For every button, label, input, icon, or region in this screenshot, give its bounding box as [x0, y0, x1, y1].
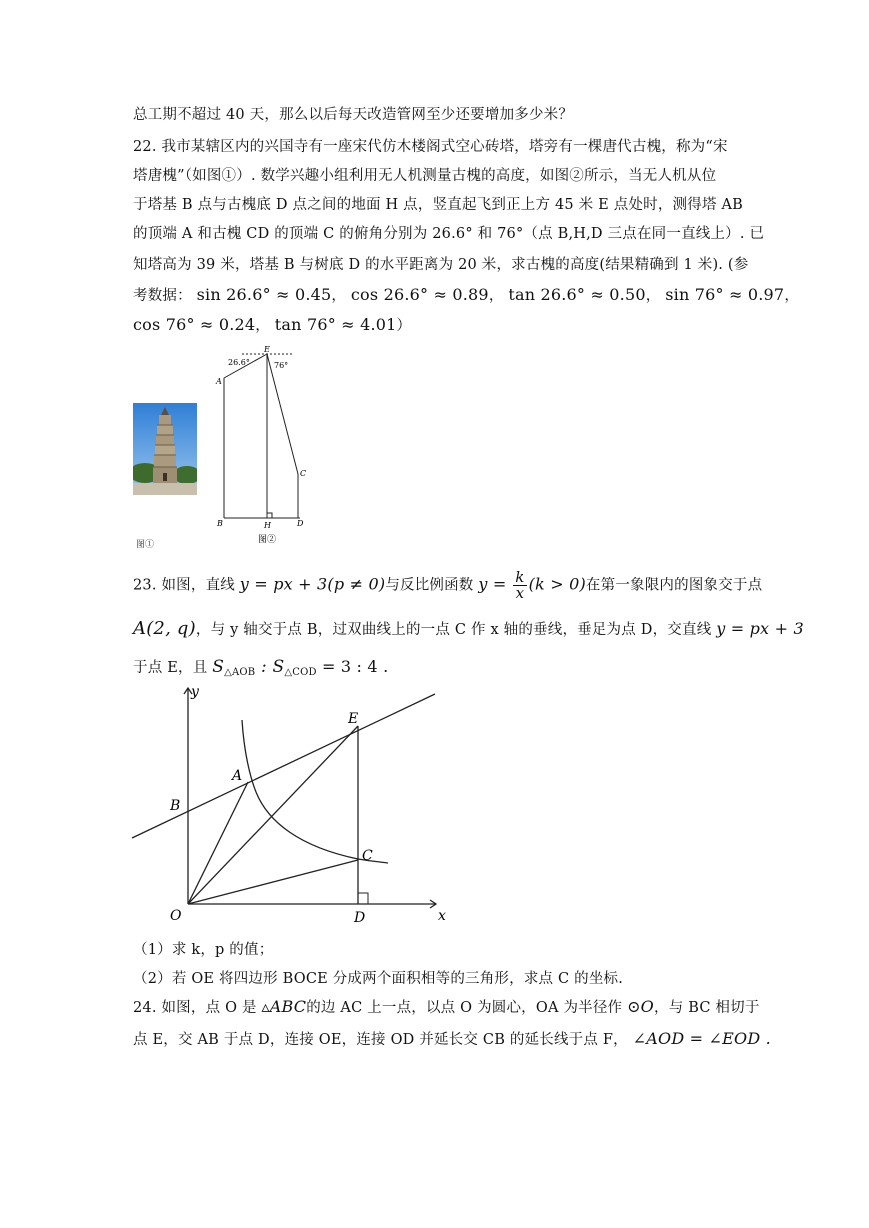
frac-numerator: k	[515, 568, 525, 586]
figure-23-coordinate-diagram	[130, 682, 455, 927]
q23-line-1	[133, 570, 762, 604]
ref-label: 考数据：	[133, 288, 192, 304]
ref-cos266: cos 26.6° ≈ 0.89	[350, 285, 489, 304]
point-A: A	[216, 377, 222, 386]
point-E-label: E	[348, 711, 359, 727]
area-sub-2: △COD	[284, 667, 317, 678]
angle-label-1: 26.6°	[228, 358, 250, 367]
triangle-ABC: ▵ABC	[261, 997, 307, 1016]
area-ratio: = 3 : 4 .	[316, 657, 389, 676]
q22-line-6: 考数据： sin 26.6° ≈ 0.45， cos 26.6° ≈ 0.89， tan 26.6° ≈ 0.50， sin 76° ≈ 0.97，	[133, 285, 800, 304]
q24-text-a: 24. 如图，点 O 是	[133, 1000, 257, 1016]
point-D: D	[297, 519, 304, 528]
point-D-label: D	[354, 910, 366, 926]
ref-cos76: cos 76° ≈ 0.24	[133, 315, 256, 334]
right-angle-mark	[358, 893, 368, 904]
line-y-px-3	[132, 694, 435, 838]
q24-text-b: 的边 AC 上一点，以点 O 为圆心，OA 为半径作	[306, 1000, 623, 1016]
ref-tan266: tan 26.6° ≈ 0.50	[508, 285, 646, 304]
q22-line-1: 22. 我市某辖区内的兴国寺有一座宋代仿木楼阁式空心砖塔，塔旁有一棵唐代古槐，称为“宋	[133, 139, 728, 155]
angle-equation: ∠AOD = ∠EOD .	[632, 1029, 771, 1048]
point-H: H	[264, 521, 271, 530]
sight-line-EC	[267, 354, 298, 474]
figure-2-diagram	[210, 340, 310, 545]
ref-sin266: sin 26.6° ≈ 0.45	[196, 285, 332, 304]
q24-line-2	[133, 1028, 771, 1049]
point-A-label: A	[232, 768, 243, 784]
ref-tan76: tan 76° ≈ 4.01	[274, 315, 397, 334]
q22-line-3: 于塔基 B 点与古槐底 D 点之间的地面 H 点，竖直起飞到正上方 45 米 E 点处时，测得塔 AB	[133, 197, 743, 213]
line-equation: y = px + 3	[239, 574, 328, 594]
q23-part-1: （1）求 k，p 的值；	[133, 942, 274, 958]
q23-intro: 23. 如图，直线	[133, 577, 235, 594]
line-equation-2: y = px + 3	[716, 619, 804, 638]
frac-denominator: x	[515, 584, 525, 602]
p-condition: (p ≠ 0)	[327, 574, 386, 594]
y-equals: y =	[478, 574, 507, 594]
segment-OC	[188, 860, 358, 904]
q22-line-7: cos 76° ≈ 0.24， tan 76° ≈ 4.01）	[133, 315, 412, 334]
ref-sin76: sin 76° ≈ 0.97	[665, 285, 785, 304]
area-S2: : S	[255, 657, 285, 677]
fraction-k-over-x	[513, 570, 526, 601]
point-C: C	[300, 469, 307, 478]
q23-line-3	[133, 656, 388, 678]
hyperbola-curve	[242, 720, 388, 863]
figure1-caption: 图①	[136, 540, 155, 550]
q23-line-2	[133, 618, 804, 639]
q24-text-c: ，与 BC 相切于	[654, 1000, 760, 1016]
area-S1: S	[212, 657, 225, 677]
point-B-label: B	[170, 798, 181, 814]
area-sub-1: △AOB	[224, 667, 256, 678]
point-B: B	[217, 519, 223, 528]
q23-text-a: 与反比例函数	[385, 577, 474, 594]
q23-part-2: （2）若 OE 将四边形 BOCE 分成两个面积相等的三角形，求点 C 的坐标.	[133, 971, 624, 987]
figure2-caption: 图②	[258, 535, 277, 545]
origin-O: O	[170, 908, 182, 924]
right-angle-mark	[267, 513, 272, 518]
y-axis-label: y	[191, 684, 199, 700]
angle-label-2: 76°	[274, 361, 289, 370]
pagoda-photo	[133, 403, 197, 495]
q22-line-4: 的顶端 A 和古槐 CD 的顶端 C 的俯角分别为 26.6° 和 76°（点 B,H,D 三点在同一直线上）. 已	[133, 226, 765, 242]
q23-text-d: 于点 E，且	[133, 660, 208, 676]
point-A-coord: A(2, q)	[133, 618, 196, 639]
point-E: E	[264, 345, 270, 354]
q24-text-d: 点 E，交 AB 于点 D，连接 OE，连接 OD 并延长交 CB 的延长线于点 F，	[133, 1032, 628, 1048]
k-condition: (k > 0)	[528, 574, 586, 594]
segment-OE	[188, 726, 358, 904]
point-C-label: C	[362, 848, 373, 864]
q22-line-5: 知塔高为 39 米，塔基 B 与树底 D 的水平距离为 20 米，求古槐的高度(结果精确到 1 米). (参	[133, 257, 749, 273]
text-line: 总工期不超过 40 天，那么以后每天改造管网至少还要增加多少米？	[133, 107, 574, 123]
segment-OA	[188, 782, 248, 904]
q22-line-2: 塔唐槐”（如图①）. 数学兴趣小组利用无人机测量古槐的高度，如图②所示，当无人机从位	[133, 168, 717, 184]
circle-O: ⊙O	[627, 997, 654, 1016]
x-axis-label: x	[438, 908, 446, 924]
q23-text-c: ，与 y 轴交于点 B，过双曲线上的一点 C 作 x 轴的垂线，垂足为点 D，交直线	[195, 622, 712, 638]
q23-text-b: 在第一象限内的图象交于点	[585, 577, 763, 594]
q24-line-1	[133, 996, 760, 1017]
